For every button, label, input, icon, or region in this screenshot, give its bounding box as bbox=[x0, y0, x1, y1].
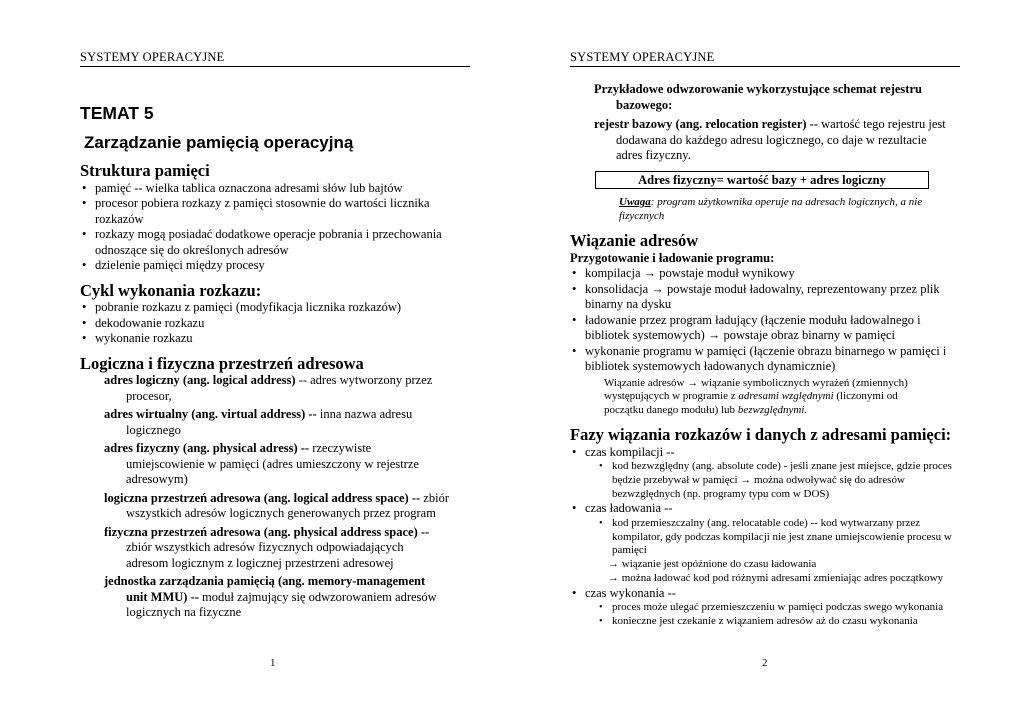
header-rule bbox=[80, 66, 470, 67]
arrow-icon: → bbox=[651, 281, 664, 296]
definition-desc: rzeczywiste umiejscowienie w pamięci (adres umieszczony w rejestrze adresowym) bbox=[126, 441, 419, 486]
formula-box: Adres fizyczny= wartość bazy + adres logiczny bbox=[595, 171, 929, 189]
list-item-compile-time: • czas kompilacji -- bbox=[570, 445, 965, 461]
list-item: • konsolidacja → powstaje moduł ładowalny, reprezentowany przez plik binarny na dysku bbox=[570, 282, 965, 313]
definition-term: jednostka zarządzania pamięcią (ang. memory-management unit MMU) -- bbox=[104, 574, 426, 604]
sub-list-item: • proces może ulegać przemieszczeniu w pamięci podczas swego wykonania bbox=[598, 601, 965, 615]
arrow-icon: → bbox=[608, 572, 619, 585]
arrow-icon: → bbox=[608, 558, 619, 571]
phases-list-load bbox=[570, 501, 965, 517]
phases-list-exec bbox=[570, 586, 965, 602]
sub-list-item: • kod bezwzględny (ang. absolute code) - jeśli znane jest miejsce, gdzie proces będzie przebywał w pamięci → można odwoływać się do adresów bezwzględnych (np. programy typu com w DOS) bbox=[598, 460, 965, 501]
list-item: • pobranie rozkazu z pamięci (modyfikacja licznika rozkazów) bbox=[80, 300, 465, 316]
arrow-icon: → bbox=[643, 266, 657, 280]
exec-sublist bbox=[570, 601, 965, 629]
list-item: • wykonanie rozkazu bbox=[80, 331, 465, 347]
list-item: • procesor pobiera rozkazy z pamięci stosownie do wartości licznika rozkazów bbox=[80, 196, 465, 227]
list-item-execution-time: • czas wykonania -- bbox=[570, 586, 965, 602]
definition-term: rejestr bazowy (ang. relocation register) -- bbox=[594, 117, 819, 131]
binding-note: Wiązanie adresów → wiązanie symbolicznych wyrażeń (zmiennych) występujących w programie z adresami względnymi (liczonymi od początku danego modułu) lub bezwzględnymi. bbox=[604, 376, 908, 416]
definition bbox=[104, 574, 449, 621]
definition bbox=[104, 441, 449, 488]
relocation-title: Przykładowe odwzorowanie wykorzystujące schemat rejestru bazowego: bbox=[594, 82, 922, 112]
definition-term: fizyczna przestrzeń adresowa (ang. physical address space) -- bbox=[104, 524, 430, 539]
definition-desc: moduł zajmujący się odwzorowaniem adresów logicznych na fizyczne bbox=[126, 589, 437, 619]
definition bbox=[104, 491, 449, 522]
list-item: • dzielenie pamięci między procesy bbox=[80, 258, 465, 274]
note-label: Uwaga bbox=[619, 196, 651, 208]
definition-term: logiczna przestrzeń adresowa (ang. logical address space) -- bbox=[104, 490, 421, 505]
sub-list-item: • konieczne jest czekanie z wiązaniem adresów aż do czasu wykonania bbox=[598, 615, 965, 629]
instruction-cycle-list bbox=[80, 300, 465, 347]
note bbox=[619, 196, 954, 223]
list-item: • kompilacja → powstaje moduł wynikowy bbox=[570, 266, 965, 282]
arrow-line: → wiązanie jest opóźnione do czasu ładowania bbox=[608, 558, 817, 571]
arrow-icon: → bbox=[707, 328, 721, 342]
section-title-address-binding: Wiązanie adresów bbox=[570, 231, 699, 250]
binding-list bbox=[570, 266, 965, 375]
phases-list bbox=[570, 445, 965, 461]
relocation-block bbox=[594, 82, 956, 164]
header-rule bbox=[570, 66, 960, 67]
definition bbox=[104, 525, 449, 572]
definition-desc: zbiór wszystkich adresów fizycznych odpowiadających adresom logicznym z logicznej przestrzeni adresowej bbox=[126, 540, 404, 570]
memory-structure-list bbox=[80, 181, 465, 274]
section-title-address-space: Logiczna i fizyczna przestrzeń adresowa bbox=[80, 353, 364, 373]
subsection-title: Przygotowanie i ładowanie programu: bbox=[570, 250, 775, 265]
relocation-definition bbox=[594, 117, 956, 164]
arrow-icon: → bbox=[687, 376, 699, 389]
arrow-icon: → bbox=[740, 473, 752, 486]
section-title-memory-structure: Struktura pamięci bbox=[80, 161, 210, 180]
sub-list-item: • kod przemieszczalny (ang. relocatable code) -- kod wytwarzany przez kompilator, gdy podczas kompilacji nie jest znane umiejscowienie procesu w pamięci bbox=[598, 517, 965, 558]
load-sublist bbox=[570, 517, 965, 558]
definition-term: adres wirtualny (ang. virtual address) -- bbox=[104, 407, 317, 421]
left-content bbox=[80, 163, 465, 621]
running-header: SYSTEMY OPERACYJNE bbox=[80, 50, 225, 64]
definitions bbox=[80, 373, 449, 621]
definition-term: adres logiczny (ang. logical address) bbox=[104, 373, 296, 387]
definition-desc: zbiór wszystkich adresów logicznych generowanych przez program bbox=[126, 490, 449, 520]
chapter-title: Zarządzanie pamięcią operacyjną bbox=[84, 133, 354, 152]
page-number: 1 bbox=[270, 657, 276, 669]
note-text: : program użytkownika operuje na adresach logicznych, a nie fizycznych bbox=[619, 196, 923, 222]
section-title-binding-phases: Fazy wiązania rozkazów i danych z adresami pamięci: bbox=[570, 425, 952, 444]
definition bbox=[104, 407, 449, 438]
list-item: • ładowanie przez program ładujący (łączenie modułu ładowalnego i bibliotek systemowych) → powstaje obraz binarny w pamięci bbox=[570, 313, 965, 344]
list-item: • dekodowanie rozkazu bbox=[80, 316, 465, 332]
list-item: • pamięć -- wielka tablica oznaczona adresami słów lub bajtów bbox=[80, 181, 465, 197]
list-item-load-time: • czas ładowania -- bbox=[570, 501, 965, 517]
section-title-instruction-cycle: Cykl wykonania rozkazu: bbox=[80, 280, 262, 300]
page-right bbox=[512, 0, 1024, 724]
running-header: SYSTEMY OPERACYJNE bbox=[570, 50, 715, 64]
definition-desc: wartość tego rejestru jest dodawana do każdego adresu logicznego, co daje w rezultacie adres fizyczny. bbox=[616, 117, 946, 162]
definition-desc: inna nazwa adresu logicznego bbox=[126, 407, 413, 437]
definition bbox=[104, 373, 449, 404]
page-number: 2 bbox=[762, 657, 768, 669]
definition-desc: -- adres wytworzony przez procesor, bbox=[126, 373, 433, 403]
compile-sublist bbox=[570, 460, 965, 501]
arrow-line: → można ładować kod pod różnymi adresami zmieniając adres początkowy bbox=[608, 572, 944, 585]
definition-term: adres fizyczny (ang. physical adress) -- bbox=[104, 441, 310, 455]
list-item: • rozkazy mogą posiadać dodatkowe operacje pobrania i przechowania odnoszące się do określonych adresów bbox=[80, 227, 465, 258]
right-content bbox=[570, 233, 965, 629]
topic-title: TEMAT 5 bbox=[80, 103, 154, 123]
list-item: • wykonanie programu w pamięci (łączenie obrazu binarnego w pamięci i bibliotek systemowych ładowanych dynamicznie) bbox=[570, 344, 965, 375]
